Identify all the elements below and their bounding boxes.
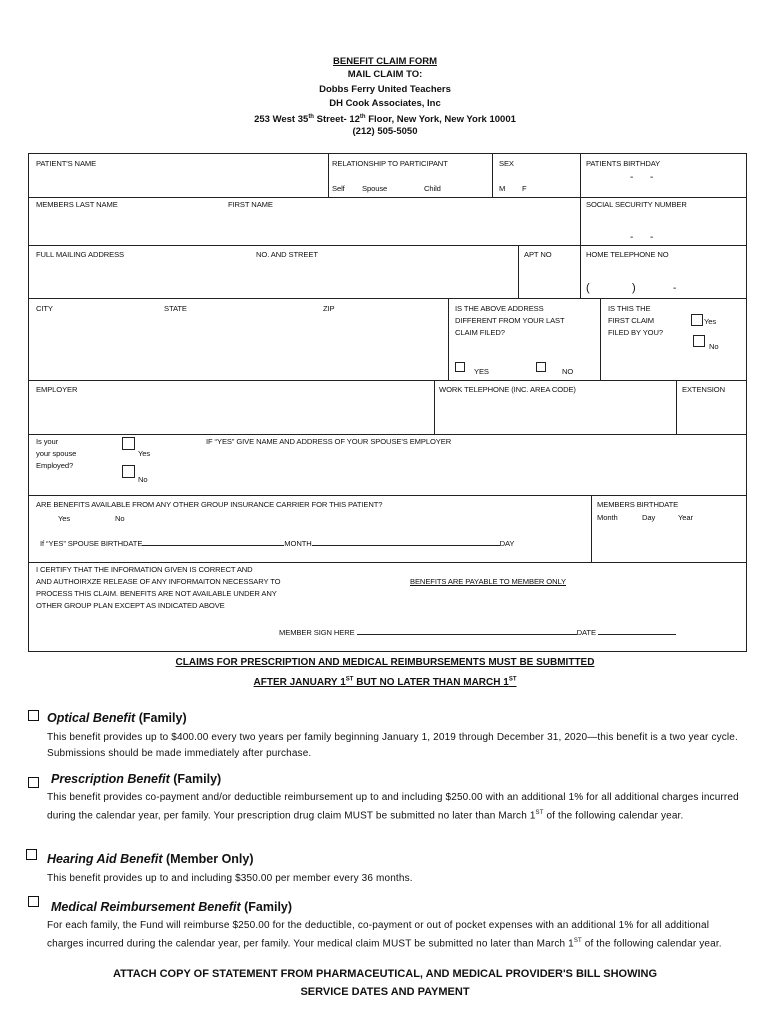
hearing-aid-benefit-checkbox[interactable] <box>26 849 37 860</box>
members-birthdate-label: MEMBERS BIRTHDATE <box>597 500 679 509</box>
spouse-employed-q1: Is your <box>36 437 59 446</box>
prescription-benefit-title: Prescription Benefit (Family) <box>51 772 222 786</box>
no-and-street-label: NO. AND STREET <box>256 250 318 259</box>
members-birthdate-year: Year <box>678 513 693 522</box>
spouse-employed-no-label: No <box>138 475 148 484</box>
home-phone-dash: - <box>673 283 677 294</box>
first-claim-q2: FIRST CLAIM <box>608 316 655 325</box>
first-claim-no-label: No <box>709 342 719 351</box>
address-different-no-label: NO <box>562 367 574 376</box>
member-sign-label: MEMBER SIGN HERE <box>279 628 355 637</box>
mail-to: MAIL CLAIM TO: <box>347 69 423 80</box>
admin-name: DH Cook Associates, Inc <box>329 98 441 109</box>
form-title: BENEFIT CLAIM FORM <box>333 56 437 67</box>
address-different-q1: IS THE ABOVE ADDRESS <box>455 304 544 313</box>
spouse-employed-q3: Employed? <box>36 461 74 470</box>
patients-birthday-label: PATIENTS BIRTHDAY <box>586 159 661 168</box>
signature-row <box>279 627 676 637</box>
patient-name-label: PATIENT'S NAME <box>36 159 97 168</box>
certify-line-1: I CERTIFY THAT THE INFORMATION GIVEN IS CORRECT AND <box>36 565 253 574</box>
address-different-yes-checkbox[interactable] <box>455 362 465 372</box>
first-name-label: FIRST NAME <box>228 200 273 209</box>
first-claim-no-checkbox[interactable] <box>693 335 705 347</box>
other-carrier-yes[interactable]: Yes <box>58 514 71 523</box>
other-carrier-no[interactable]: No <box>115 514 125 523</box>
members-birthdate-month: Month <box>597 513 618 522</box>
address-different-q2: DIFFERENT FROM YOUR LAST <box>455 316 565 325</box>
mailing-address: 253 West 35th Street- 12th Floor, New York, New York 10001 <box>254 114 516 126</box>
date-label: DATE <box>576 628 596 637</box>
other-carrier-question: ARE BENEFITS AVAILABLE FROM ANY OTHER GROUP INSURANCE CARRIER FOR THIS PATIENT? <box>36 500 383 509</box>
medical-reimbursement-title: Medical Reimbursement Benefit (Family) <box>51 900 293 914</box>
submission-notice-line2: AFTER JANUARY 1ST BUT NO LATER THAN MARCH 1ST <box>253 677 517 689</box>
ssn-label: SOCIAL SECURITY NUMBER <box>586 200 687 209</box>
month-label: MONTH <box>284 539 312 548</box>
home-phone-label: HOME TELEPHONE NO <box>586 250 669 259</box>
zip-label: ZIP <box>323 304 335 313</box>
submission-notice-line1: CLAIMS FOR PRESCRIPTION AND MEDICAL REIMBURSEMENTS MUST BE SUBMITTED <box>175 657 595 668</box>
certify-line-2: AND AUTHOIRXZE RELEASE OF ANY INFORMAITON NECESSARY TO <box>36 577 281 586</box>
first-claim-q3: FILED BY YOU? <box>608 328 663 337</box>
sex-label: SEX <box>499 159 514 168</box>
prescription-benefit-checkbox[interactable] <box>28 777 39 788</box>
sex-m[interactable]: M <box>499 184 506 193</box>
certify-line-4: OTHER GROUP PLAN EXCEPT AS INDICATED ABOVE <box>36 601 225 610</box>
birthday-field[interactable]: - - <box>630 172 654 183</box>
city-label: CITY <box>36 304 53 313</box>
address-different-q3: CLAIM FILED? <box>455 328 505 337</box>
spouse-birthdate-label: If “YES” SPOUSE BIRTHDATE <box>40 539 143 548</box>
office-phone: (212) 505-5050 <box>352 126 418 137</box>
home-phone-open-paren: ( <box>586 282 590 294</box>
medical-reimbursement-description: For each family, the Fund will reimburse $250.00 for the deductible, co-payment or out of pocket expenses with an additional 1% for all additional charges incurred during the calendar year, per family. Your medical claim MUST be submitted no later than March 1ST of the following calendar year. <box>47 920 722 949</box>
state-label: STATE <box>164 304 187 313</box>
spouse-employed-yes-label: Yes <box>138 449 151 458</box>
spouse-employed-yes-checkbox[interactable] <box>122 437 135 450</box>
extension-label: EXTENSION <box>682 385 725 394</box>
relationship-child[interactable]: Child <box>424 184 441 193</box>
hearing-aid-benefit-description: This benefit provides up to and including $350.00 per member every 36 months. <box>47 873 413 884</box>
payable-to-member: BENEFITS ARE PAYABLE TO MEMBER ONLY <box>410 577 567 586</box>
sex-f[interactable]: F <box>522 184 527 193</box>
full-mailing-address-label: FULL MAILING ADDRESS <box>36 250 125 259</box>
relationship-label: RELATIONSHIP TO PARTICIPANT <box>332 159 448 168</box>
hearing-aid-benefit-title: Hearing Aid Benefit (Member Only) <box>47 852 254 866</box>
members-last-name-label: MEMBERS LAST NAME <box>36 200 118 209</box>
spouse-employed-no-checkbox[interactable] <box>122 465 135 478</box>
address-different-yes-label: YES <box>474 367 489 376</box>
org-name: Dobbs Ferry United Teachers <box>319 84 451 95</box>
first-claim-yes-checkbox[interactable] <box>691 314 703 326</box>
date-field[interactable] <box>598 627 676 635</box>
attach-statement-line1: ATTACH COPY OF STATEMENT FROM PHARMACEUTICAL, AND MEDICAL PROVIDER'S BILL SHOWING <box>112 968 658 980</box>
address-different-no-checkbox[interactable] <box>536 362 546 372</box>
day-label: DAY <box>499 539 515 548</box>
relationship-self[interactable]: Self <box>332 184 345 193</box>
member-signature-field[interactable] <box>357 627 577 635</box>
members-birthdate-day: Day <box>642 513 656 522</box>
prescription-benefit-description: This benefit provides co-payment and/or deductible reimbursement up to and including $250.00 with an additional 1% for all additional charges incurred during the calendar year, per family. Your prescription drug claim MUST be submitted no later than March 1ST of the following calendar year. <box>47 792 739 821</box>
first-claim-yes-label: Yes <box>704 317 717 326</box>
optical-benefit-description: This benefit provides up to $400.00 every two years per family beginning January 1, 2019 through December 31, 2020—this benefit is a two year cycle. Submissions should be made immediately after purchase. <box>47 732 738 759</box>
ssn-field[interactable]: - - <box>630 232 654 243</box>
spouse-employed-q2: your spouse <box>36 449 77 458</box>
optical-benefit-title: Optical Benefit (Family) <box>47 711 187 725</box>
spouse-employer-label: IF “YES” GIVE NAME AND ADDRESS OF YOUR SPOUSE'S EMPLOYER <box>206 437 452 446</box>
spouse-birthdate-row <box>40 538 514 548</box>
employer-label: EMPLOYER <box>36 385 78 394</box>
medical-reimbursement-checkbox[interactable] <box>28 896 39 907</box>
optical-benefit-checkbox[interactable] <box>28 710 39 721</box>
work-phone-label: WORK TELEPHONE (INC. AREA CODE) <box>439 385 576 394</box>
home-phone-close-paren: ) <box>632 282 636 294</box>
month-field[interactable] <box>312 538 500 546</box>
attach-statement-line2: SERVICE DATES AND PAYMENT <box>300 986 470 998</box>
certify-line-3: PROCESS THIS CLAIM. BENEFITS ARE NOT AVAILABLE UNDER ANY <box>36 589 277 598</box>
apt-no-label: APT NO <box>524 250 552 259</box>
spouse-birthdate-field[interactable] <box>142 538 284 546</box>
relationship-spouse[interactable]: Spouse <box>362 184 388 193</box>
first-claim-q1: IS THIS THE <box>608 304 651 313</box>
